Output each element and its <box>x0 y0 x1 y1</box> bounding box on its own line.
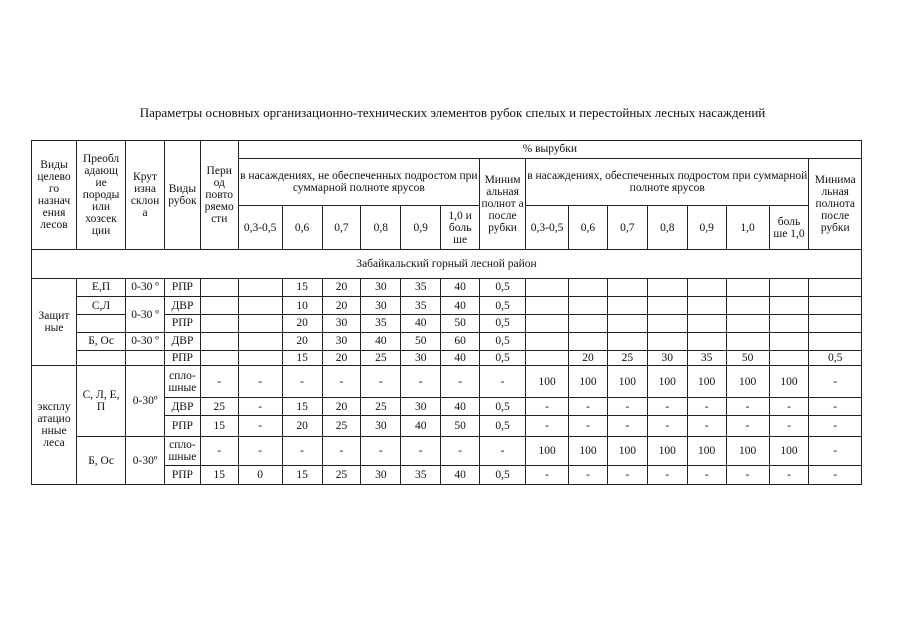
region-row: Забайкальский горный лесной район <box>32 250 862 278</box>
density-col-a-1: 0,6 <box>282 205 322 250</box>
value-cell <box>526 297 569 315</box>
value-cell: 0,5 <box>809 350 862 366</box>
table-row <box>32 366 862 398</box>
value-cell: 20 <box>322 350 361 366</box>
value-cell: - <box>441 366 480 398</box>
value-cell: 0,5 <box>480 398 526 416</box>
value-cell: 100 <box>607 437 647 466</box>
document-title: Параметры основных организационно-технических элементов рубок спелых и перестойных лесных насаждений <box>139 105 766 120</box>
value-cell: 100 <box>769 366 809 398</box>
slope-cell: 0-30 º <box>126 297 165 332</box>
value-cell: 20 <box>282 416 322 437</box>
value-cell <box>569 332 608 350</box>
value-cell: 35 <box>401 278 441 297</box>
value-cell: - <box>607 398 647 416</box>
value-cell: 0,5 <box>480 297 526 315</box>
value-cell <box>769 350 809 366</box>
cutting-type-cell: РПР <box>165 278 201 297</box>
table-row <box>32 278 862 297</box>
value-cell: 0,5 <box>480 315 526 333</box>
value-cell: - <box>526 416 569 437</box>
value-cell <box>238 332 282 350</box>
value-cell: 50 <box>401 332 441 350</box>
value-cell: 15 <box>282 278 322 297</box>
header-provided: в насаждениях, обеспеченных подростом при суммарной полноте ярусов <box>526 158 809 205</box>
group-protective: Защит ные <box>32 278 77 366</box>
value-cell: 15 <box>282 398 322 416</box>
cutting-parameters-table <box>31 140 862 485</box>
value-cell: 25 <box>361 350 401 366</box>
slope-cell: 0-30º <box>126 366 165 437</box>
density-col-b-4: 0,9 <box>687 205 726 250</box>
value-cell: - <box>647 416 687 437</box>
value-cell: - <box>238 398 282 416</box>
value-cell: 40 <box>441 297 480 315</box>
period-cell: 15 <box>200 466 238 485</box>
header-min-density-1: Миним альная полнот а после рубки <box>480 158 526 250</box>
value-cell: 50 <box>441 315 480 333</box>
density-col-a-3: 0,8 <box>361 205 401 250</box>
value-cell: 60 <box>441 332 480 350</box>
value-cell: - <box>401 437 441 466</box>
value-cell: 100 <box>647 437 687 466</box>
value-cell <box>526 332 569 350</box>
density-col-b-2: 0,7 <box>607 205 647 250</box>
value-cell: - <box>809 416 862 437</box>
value-cell: - <box>526 466 569 485</box>
value-cell: 30 <box>361 278 401 297</box>
density-col-a-0: 0,3-0,5 <box>238 205 282 250</box>
slope-cell: 0-30 º <box>126 332 165 350</box>
value-cell: 100 <box>607 366 647 398</box>
table-row <box>32 350 862 366</box>
value-cell <box>238 315 282 333</box>
value-cell: - <box>282 366 322 398</box>
value-cell: 0,5 <box>480 332 526 350</box>
value-cell: 100 <box>726 437 769 466</box>
value-cell <box>726 332 769 350</box>
value-cell <box>687 332 726 350</box>
value-cell <box>769 297 809 315</box>
value-cell: 40 <box>401 416 441 437</box>
value-cell: - <box>322 437 361 466</box>
value-cell: - <box>809 437 862 466</box>
value-cell: 30 <box>401 350 441 366</box>
period-cell <box>200 278 238 297</box>
value-cell <box>607 332 647 350</box>
density-col-b-1: 0,6 <box>569 205 608 250</box>
value-cell: 40 <box>441 350 480 366</box>
value-cell <box>526 278 569 297</box>
value-cell: 100 <box>569 366 608 398</box>
value-cell <box>526 350 569 366</box>
value-cell: - <box>282 437 322 466</box>
header-cutting-types: Виды рубок <box>165 141 201 250</box>
value-cell <box>238 278 282 297</box>
slope-cell: 0-30 º <box>126 278 165 297</box>
value-cell: - <box>480 437 526 466</box>
value-cell <box>769 278 809 297</box>
group-exploitation: эксплу атацио нные леса <box>32 366 77 485</box>
value-cell <box>687 315 726 333</box>
value-cell: - <box>769 398 809 416</box>
species-cell <box>77 350 126 366</box>
value-cell: 30 <box>361 416 401 437</box>
value-cell: - <box>687 466 726 485</box>
value-cell: 30 <box>647 350 687 366</box>
value-cell: 30 <box>361 466 401 485</box>
cutting-type-cell: ДВР <box>165 398 201 416</box>
value-cell <box>647 332 687 350</box>
period-cell: - <box>200 437 238 466</box>
period-cell: 25 <box>200 398 238 416</box>
density-col-a-2: 0,7 <box>322 205 361 250</box>
value-cell: 35 <box>401 297 441 315</box>
value-cell <box>607 297 647 315</box>
slope-cell: 0-30º <box>126 437 165 485</box>
value-cell: - <box>809 398 862 416</box>
value-cell <box>687 278 726 297</box>
header-slope: Крут изна склон а <box>126 141 165 250</box>
value-cell: - <box>480 366 526 398</box>
species-cell: Б, Ос <box>77 437 126 485</box>
period-cell: - <box>200 366 238 398</box>
value-cell <box>238 350 282 366</box>
value-cell: 100 <box>687 437 726 466</box>
value-cell: 20 <box>322 398 361 416</box>
value-cell: - <box>647 398 687 416</box>
value-cell: 50 <box>441 416 480 437</box>
density-col-a-4: 0,9 <box>401 205 441 250</box>
value-cell: - <box>526 398 569 416</box>
value-cell: 100 <box>726 366 769 398</box>
density-col-b-3: 0,8 <box>647 205 687 250</box>
value-cell: 0,5 <box>480 350 526 366</box>
value-cell: - <box>809 366 862 398</box>
value-cell <box>687 297 726 315</box>
species-cell: С,Л <box>77 297 126 315</box>
value-cell: 20 <box>282 315 322 333</box>
value-cell: 100 <box>769 437 809 466</box>
value-cell: 100 <box>526 437 569 466</box>
value-cell: 40 <box>441 278 480 297</box>
density-col-b-5: 1,0 <box>726 205 769 250</box>
value-cell: - <box>361 437 401 466</box>
value-cell: - <box>809 466 862 485</box>
value-cell <box>569 297 608 315</box>
value-cell: - <box>687 416 726 437</box>
value-cell: 0,5 <box>480 278 526 297</box>
value-cell <box>809 297 862 315</box>
table-row <box>32 437 862 466</box>
cutting-type-cell: РПР <box>165 350 201 366</box>
value-cell: - <box>769 466 809 485</box>
cutting-type-cell: ДВР <box>165 297 201 315</box>
value-cell: - <box>569 466 608 485</box>
slope-cell <box>126 350 165 366</box>
value-cell: - <box>238 416 282 437</box>
value-cell <box>726 278 769 297</box>
value-cell: - <box>769 416 809 437</box>
value-cell <box>607 278 647 297</box>
species-cell: Е,П <box>77 278 126 297</box>
value-cell: - <box>441 437 480 466</box>
header-species: Преобл адающ ие породы или хозсек ции <box>77 141 126 250</box>
value-cell <box>238 297 282 315</box>
cutting-type-cell: РПР <box>165 315 201 333</box>
value-cell: - <box>401 366 441 398</box>
value-cell: 30 <box>401 398 441 416</box>
value-cell: 40 <box>441 466 480 485</box>
value-cell: 100 <box>647 366 687 398</box>
period-cell <box>200 350 238 366</box>
value-cell <box>647 297 687 315</box>
value-cell: 40 <box>401 315 441 333</box>
density-col-b-0: 0,3-0,5 <box>526 205 569 250</box>
value-cell: 35 <box>361 315 401 333</box>
value-cell <box>647 315 687 333</box>
cutting-type-cell: спло-шные <box>165 437 201 466</box>
value-cell: 100 <box>569 437 608 466</box>
value-cell: 20 <box>282 332 322 350</box>
value-cell: 40 <box>361 332 401 350</box>
value-cell <box>647 278 687 297</box>
value-cell: 20 <box>322 297 361 315</box>
value-cell: 50 <box>726 350 769 366</box>
header-cut-percent: % вырубки <box>238 141 861 159</box>
species-cell: Б, Ос <box>77 332 126 350</box>
period-cell: 15 <box>200 416 238 437</box>
value-cell <box>569 315 608 333</box>
value-cell: 25 <box>607 350 647 366</box>
header-period: Пери од повто ряемо сти <box>200 141 238 250</box>
value-cell: 10 <box>282 297 322 315</box>
period-cell <box>200 297 238 315</box>
value-cell <box>569 278 608 297</box>
cutting-type-cell: спло-шные <box>165 366 201 398</box>
value-cell <box>809 332 862 350</box>
value-cell: - <box>238 366 282 398</box>
value-cell: - <box>607 466 647 485</box>
period-cell <box>200 315 238 333</box>
value-cell: - <box>647 466 687 485</box>
species-cell <box>77 315 126 333</box>
value-cell: 30 <box>322 332 361 350</box>
header-min-density-2: Минима льная полнота после рубки <box>809 158 862 250</box>
value-cell <box>769 315 809 333</box>
value-cell: - <box>569 398 608 416</box>
species-cell: С, Л, Е, П <box>77 366 126 437</box>
value-cell: - <box>238 437 282 466</box>
value-cell: - <box>607 416 647 437</box>
value-cell <box>726 297 769 315</box>
value-cell: 25 <box>322 416 361 437</box>
value-cell: 15 <box>282 466 322 485</box>
header-forest-types: Виды целево го назнач ения лесов <box>32 141 77 250</box>
value-cell: 30 <box>322 315 361 333</box>
table-row <box>32 332 862 350</box>
value-cell: 30 <box>361 297 401 315</box>
value-cell: 100 <box>687 366 726 398</box>
density-col-b-6: боль ше 1,0 <box>769 205 809 250</box>
period-cell <box>200 332 238 350</box>
value-cell <box>526 315 569 333</box>
value-cell: - <box>569 416 608 437</box>
value-cell: 25 <box>361 398 401 416</box>
value-cell <box>726 315 769 333</box>
value-cell: - <box>726 466 769 485</box>
value-cell: 0,5 <box>480 416 526 437</box>
value-cell <box>809 315 862 333</box>
value-cell <box>607 315 647 333</box>
value-cell <box>809 278 862 297</box>
value-cell: 0 <box>238 466 282 485</box>
value-cell: 20 <box>569 350 608 366</box>
value-cell: 25 <box>322 466 361 485</box>
value-cell: - <box>687 398 726 416</box>
value-cell: - <box>726 416 769 437</box>
cutting-type-cell: РПР <box>165 466 201 485</box>
cutting-type-cell: ДВР <box>165 332 201 350</box>
header-not-provided: в насаждениях, не обеспеченных подростом при суммарной полноте ярусов <box>238 158 479 205</box>
table-row <box>32 297 862 315</box>
value-cell: 15 <box>282 350 322 366</box>
value-cell <box>769 332 809 350</box>
value-cell: 35 <box>687 350 726 366</box>
density-col-a-5: 1,0 и боль ше <box>441 205 480 250</box>
cutting-type-cell: РПР <box>165 416 201 437</box>
value-cell: - <box>726 398 769 416</box>
value-cell: 35 <box>401 466 441 485</box>
value-cell: 100 <box>526 366 569 398</box>
value-cell: 20 <box>322 278 361 297</box>
value-cell: 0,5 <box>480 466 526 485</box>
value-cell: - <box>361 366 401 398</box>
value-cell: 40 <box>441 398 480 416</box>
value-cell: - <box>322 366 361 398</box>
